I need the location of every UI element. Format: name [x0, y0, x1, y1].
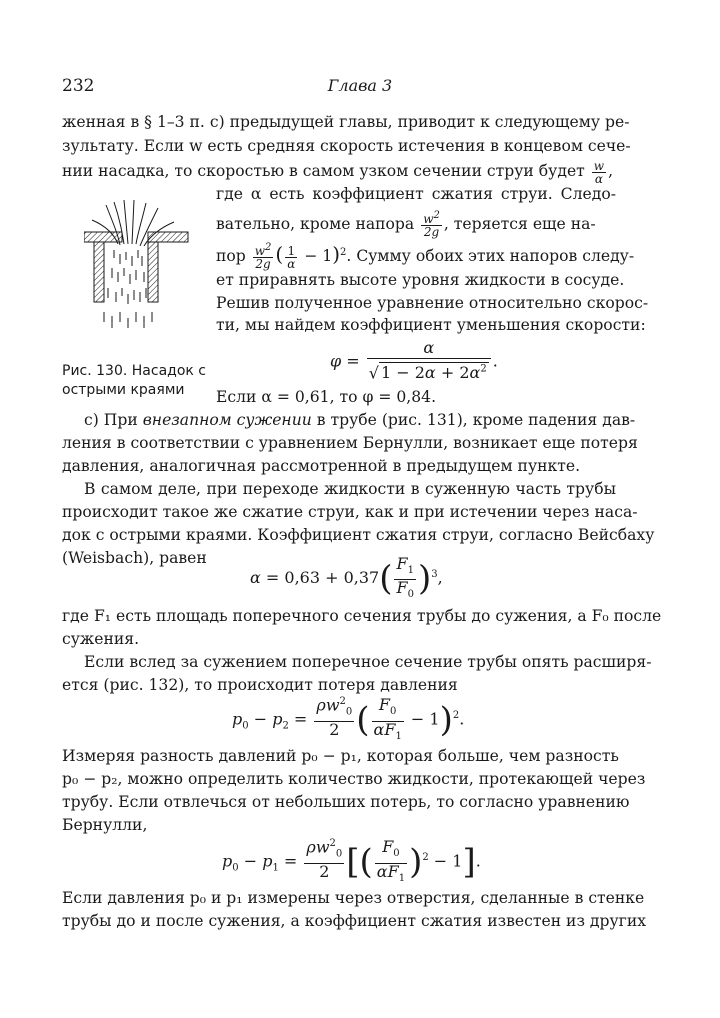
text-line: где F₁ есть площадь поперечного сечения трубы до сужения, а F₀ после [62, 607, 662, 625]
text-line: Бернулли, [62, 816, 148, 834]
text-line: трубы до и после сужения, а коэффициент сжатия известен из других [62, 912, 647, 930]
text-line: трубу. Если отвлечься от небольших потерь, то согласно уравнению [62, 793, 630, 811]
formula-w-over-alpha: $\frac{w}{\alpha}$ [593, 159, 605, 186]
text-line: сужения. [62, 630, 140, 648]
text-line: Решив полученное уравнение относительно скорос- [216, 294, 649, 312]
text-line: пор $\frac{w^2}{2g}$ ( $\frac{1}{\alpha}$ − 1)$^2$. Сумму обоих этих напоров следу- [216, 242, 635, 271]
formula-alpha: α = 0,63 + 0,37( $\frac{F_1}{F_0}$ )$^3$, [250, 554, 443, 601]
page-number: 232 [62, 76, 95, 96]
text-line: давления, аналогичная рассмотренной в предыдущем пункте. [62, 457, 581, 475]
text-line: ления в соответствии с уравнением Бернулли, возникает еще потеря [62, 434, 638, 452]
figure-130-nozzle [84, 200, 194, 340]
text-line: Если давления p₀ и p₁ измерены через отверстия, сделанные в стенке [62, 889, 645, 907]
text-line: p₀ − p₂, можно определить количество жидкости, протекающей через [62, 770, 646, 788]
formula-phi: φ = $\frac{\alpha}{√ 1 - 2\alpha + 2\alpha^2}$ . [330, 338, 498, 383]
text-line: вательно, кроме напора $\frac{w^2}{2g}$ , теряется еще на- [216, 210, 596, 239]
figure-caption: Рис. 130. Насадок с острыми краями [62, 363, 206, 398]
formula-p0-p2: $p_0 - p_2$ = $\frac{\rho w^2_0}{2}$ ( $\frac{F_0}{\alpha F_1}$ − 1)$^2$. [232, 695, 465, 742]
formula-loss: $\frac{w^2}{2g}$ [254, 242, 272, 271]
formula-p0-p1: $p_0 - p_1$ = $\frac{\rho w^2_0}{2}$ [( $\frac{F_0}{\alpha F_1}$ )$^2$ − 1]. [222, 837, 481, 884]
formula-w2-over-2g: $\frac{w^2}{2g}$ [423, 210, 440, 239]
text-line: док с острыми краями. Коэффициент сжатия струи, согласно Вейсбаху [62, 526, 655, 544]
text-line: происходит такое же сжатие струи, как и при истечении через наса- [62, 503, 638, 521]
text-line: Если α = 0,61, то φ = 0,84. [216, 388, 437, 406]
text-line: В самом деле, при переходе жидкости в суженную часть трубы [84, 480, 616, 498]
chapter-header: Глава 3 [327, 76, 393, 95]
text-line: где α есть коэффициент сжатия струи. Следо- [216, 185, 616, 203]
text-line: нии насадка, то скоростью в самом узком сечении струи будет $\frac{w}{\alpha}$ , [62, 159, 614, 186]
text-line: женная в § 1–3 п. с) предыдущей главы, приводит к следующему ре- [62, 113, 630, 131]
text-line: Если вслед за сужением поперечное сечение трубы опять расширя- [84, 653, 652, 671]
text-line: c) При внезапном сужении в трубе (рис. 131), кроме падения дав- [84, 411, 636, 429]
text-line: ется (рис. 132), то происходит потеря давления [62, 676, 458, 694]
text-line: (Weisbach), равен [62, 549, 207, 567]
text-line: Измеряя разность давлений p₀ − p₁, которая больше, чем разность [62, 747, 619, 765]
text-line: ет приравнять высоте уровня жидкости в сосуде. [216, 271, 625, 289]
text-line: ти, мы найдем коэффициент уменьшения скорости: [216, 316, 646, 334]
text-line: зультату. Если w есть средняя скорость истечения в концевом сече- [62, 137, 631, 155]
